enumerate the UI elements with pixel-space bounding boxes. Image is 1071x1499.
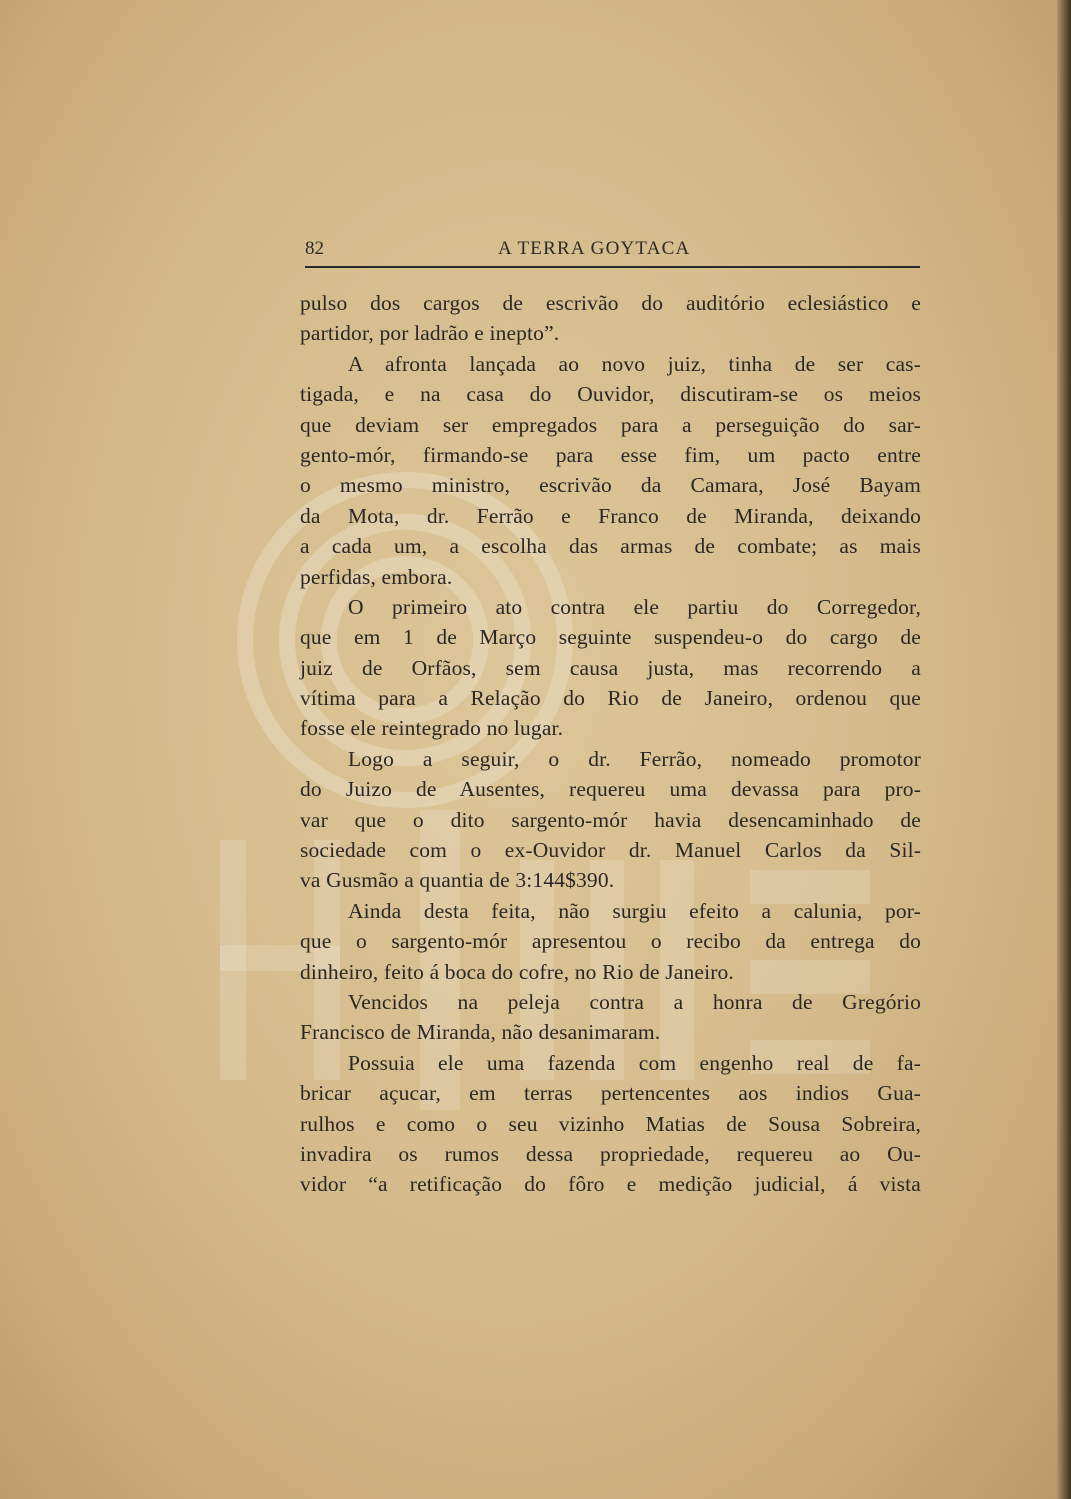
text-line: perfidas, embora. [300, 564, 453, 589]
text-line: dinheiro, feito á boca do cofre, no Rio de Janeiro. [300, 959, 734, 984]
text-line: Possuia ele uma fazenda com engenho real de fa- [348, 1050, 921, 1075]
text-line: vítima para a Relação do Rio de Janeiro, ordenou que [300, 686, 921, 711]
text-line: fosse ele reintegrado no lugar. [300, 716, 564, 741]
page-number: 82 [305, 238, 324, 259]
text-line: que em 1 de Março seguinte suspendeu-o do cargo de [300, 625, 921, 650]
text-line: invadira os rumos dessa propriedade, requereu ao Ou- [300, 1141, 921, 1166]
text-line: vidor “a retificação do fôro e medição judicial, á vista [300, 1172, 921, 1197]
text-line: Ainda desta feita, não surgiu efeito a calunia, por- [348, 898, 921, 923]
text-line: A afronta lançada ao novo juiz, tinha de ser cas- [348, 351, 921, 376]
running-title: A TERRA GOYTACA [498, 238, 691, 259]
text-line: do Juizo de Ausentes, requereu uma devassa para pro- [300, 777, 921, 802]
text-line: var que o dito sargento-mór havia desencaminhado de [300, 807, 921, 832]
text-line: da Mota, dr. Ferrão e Franco de Miranda, deixando [300, 503, 921, 528]
text-line: va Gusmão a quantia de 3:144$390. [300, 868, 615, 893]
text-line: sociedade com o ex-Ouvidor dr. Manuel Carlos da Sil- [300, 838, 921, 863]
body-text [300, 288, 921, 1200]
text-line: Francisco de Miranda, não desanimaram. [300, 1020, 661, 1045]
text-line: que deviam ser empregados para a perseguição do sar- [300, 412, 921, 437]
text-line: partidor, por ladrão e inepto”. [300, 321, 560, 346]
text-line: pulso dos cargos de escrivão do auditório eclesiástico e [300, 291, 921, 315]
text-line: rulhos e como o seu vizinho Matias de Sousa Sobreira, [300, 1111, 921, 1136]
text-line: a cada um, a escolha das armas de combate; as mais [300, 534, 921, 559]
text-line: O primeiro ato contra ele partiu do Corregedor, [348, 594, 921, 619]
text-line: Vencidos na peleja contra a honra de Gregório [348, 989, 921, 1014]
running-header [305, 238, 920, 268]
text-line: que o sargento-mór apresentou o recibo da entrega do [300, 929, 921, 954]
text-line: tigada, e na casa do Ouvidor, discutiram-se os meios [300, 382, 921, 407]
text-line: juiz de Orfãos, sem causa justa, mas recorrendo a [300, 655, 921, 680]
text-line: gento-mór, firmando-se para esse fim, um pacto entre [300, 442, 921, 467]
text-line: o mesmo ministro, escrivão da Camara, José Bayam [300, 473, 921, 498]
page-edge [1057, 0, 1071, 1499]
text-line: Logo a seguir, o dr. Ferrão, nomeado promotor [348, 746, 921, 771]
text-line: bricar açucar, em terras pertencentes aos indios Gua- [300, 1081, 921, 1106]
